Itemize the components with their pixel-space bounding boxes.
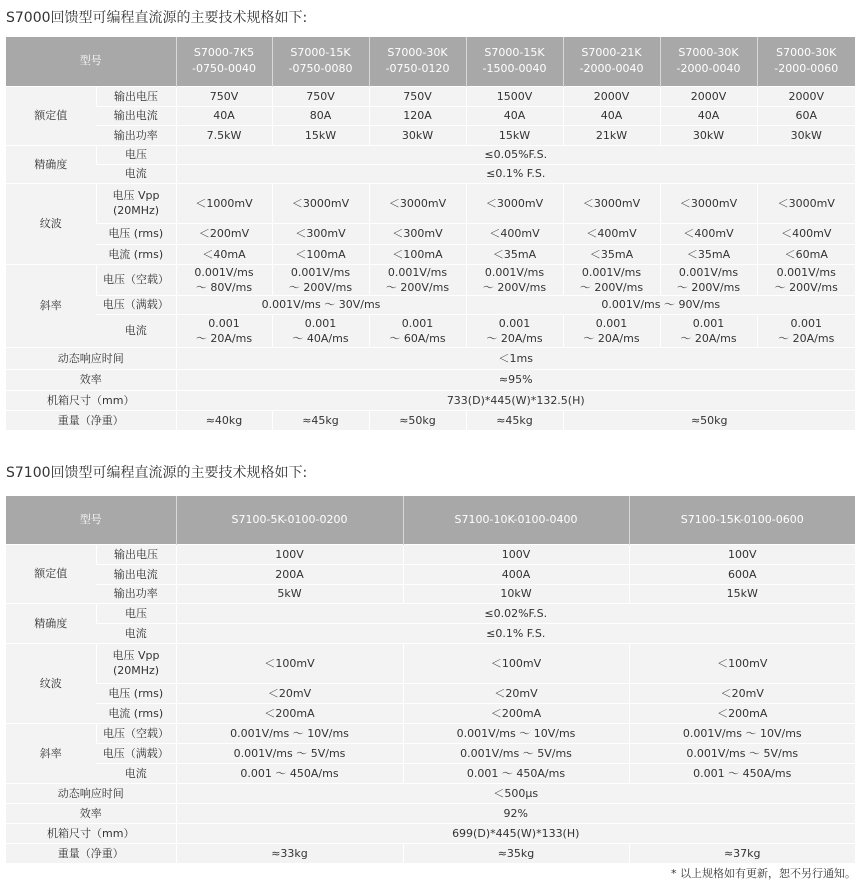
s7000-spec-table — [6, 37, 855, 431]
cell: ＜400mV — [563, 223, 660, 244]
cell: ＜400mV — [660, 223, 757, 244]
table-row — [6, 347, 855, 369]
cell: 0.001 ～ 40A/ms — [272, 314, 369, 347]
cell: ＜100mV — [629, 643, 855, 683]
cell: ＜3000mV — [272, 183, 369, 223]
cell: 0.001V/ms ～ 5V/ms — [403, 743, 629, 763]
table-row — [6, 544, 855, 564]
model-name: S7000-7K5 -0750-0040 — [176, 37, 272, 86]
cell: ＜100mA — [369, 244, 466, 264]
cell: ＜200mA — [403, 703, 629, 723]
cell: 0.001V/ms ～ 30V/ms — [176, 295, 466, 314]
cell: ＜1ms — [176, 347, 855, 369]
cell: 0.001V/ms ～ 5V/ms — [629, 743, 855, 763]
table-row — [6, 723, 855, 743]
row-label: 电压 — [96, 145, 176, 164]
cell: ≈45kg — [466, 410, 563, 430]
table-row — [6, 823, 855, 843]
table-row — [6, 410, 855, 430]
table-row — [6, 125, 855, 145]
cell: 40A — [466, 106, 563, 125]
cell: 600A — [629, 564, 855, 584]
cell: 60A — [757, 106, 855, 125]
cell: ≈33kg — [176, 843, 403, 863]
cell: 0.001V/ms ～ 90V/ms — [466, 295, 855, 314]
cell: 0.001 ～ 20A/ms — [466, 314, 563, 347]
table-row — [6, 683, 855, 703]
cell: 15kW — [272, 125, 369, 145]
cell: ≤0.1% F.S. — [176, 164, 855, 183]
cell: ＜200mA — [176, 703, 403, 723]
cell: ≈37kg — [629, 843, 855, 863]
cell: 80A — [272, 106, 369, 125]
cell: 0.001 ～ 20A/ms — [176, 314, 272, 347]
row-label: 电压 Vpp (20MHz) — [96, 643, 176, 683]
cell: ＜3000mV — [660, 183, 757, 223]
cell: 0.001V/ms ～ 10V/ms — [629, 723, 855, 743]
row-label: 电压 (rms) — [96, 223, 176, 244]
model-name: S7000-15K -1500-0040 — [466, 37, 563, 86]
row-label: 机箱尺寸（mm） — [6, 390, 176, 410]
cell: 30kW — [369, 125, 466, 145]
cell: ＜200mV — [176, 223, 272, 244]
cell: 0.001V/ms ～ 10V/ms — [176, 723, 403, 743]
row-label: 效率 — [6, 369, 176, 390]
cell: 15kW — [629, 584, 855, 603]
table-row — [6, 643, 855, 683]
cell: 2000V — [660, 86, 757, 106]
row-label: 电压（空载） — [96, 723, 176, 743]
cell: ＜20mV — [629, 683, 855, 703]
footnote: * 以上规格如有更新，恕不另行通知。 — [671, 867, 856, 880]
cell: 699(D)*445(W)*133(H) — [176, 823, 855, 843]
row-label: 机箱尺寸（mm） — [6, 823, 176, 843]
cell: ≈50kg — [563, 410, 855, 430]
row-label: 电流 (rms) — [96, 244, 176, 264]
cell: 0.001V/ms ～ 200V/ms — [466, 264, 563, 295]
cell: ＜3000mV — [369, 183, 466, 223]
group-label: 纹波 — [6, 183, 96, 264]
table-row — [6, 369, 855, 390]
row-label: 电流 — [96, 763, 176, 783]
cell: 30kW — [757, 125, 855, 145]
cell: ＜300mV — [369, 223, 466, 244]
cell: 7.5kW — [176, 125, 272, 145]
model-name: S7000-15K -0750-0080 — [272, 37, 369, 86]
cell: 0.001V/ms ～ 200V/ms — [272, 264, 369, 295]
cell: 0.001V/ms ～ 200V/ms — [563, 264, 660, 295]
s7000-heading: S7000回馈型可编程直流源的主要技术规格如下: — [6, 10, 308, 26]
cell: 0.001V/ms ～ 200V/ms — [757, 264, 855, 295]
cell: 100V — [403, 544, 629, 564]
model-name: S7000-30K -2000-0060 — [757, 37, 855, 86]
table-row — [6, 314, 855, 347]
row-label: 电压 Vpp (20MHz) — [96, 183, 176, 223]
cell: 0.001 ～ 20A/ms — [563, 314, 660, 347]
cell: 0.001 ～ 450A/ms — [176, 763, 403, 783]
cell: 2000V — [757, 86, 855, 106]
row-label: 动态响应时间 — [6, 783, 176, 803]
row-label: 输出功率 — [96, 125, 176, 145]
header-row — [6, 37, 855, 86]
cell: ≤0.05%F.S. — [176, 145, 855, 164]
row-label: 电压 (rms) — [96, 683, 176, 703]
cell: ＜60mA — [757, 244, 855, 264]
table-row — [6, 86, 855, 106]
cell: 21kW — [563, 125, 660, 145]
cell: ＜1000mV — [176, 183, 272, 223]
cell: 40A — [176, 106, 272, 125]
cell: 40A — [563, 106, 660, 125]
cell: ＜200mA — [629, 703, 855, 723]
cell: 0.001V/ms ～ 10V/ms — [403, 723, 629, 743]
cell: ＜100mA — [272, 244, 369, 264]
table-row — [6, 244, 855, 264]
table-row — [6, 264, 855, 295]
cell: ＜400mV — [466, 223, 563, 244]
cell: 0.001V/ms ～ 200V/ms — [369, 264, 466, 295]
cell: 750V — [272, 86, 369, 106]
table-row — [6, 743, 855, 763]
cell: ≈45kg — [272, 410, 369, 430]
table-row — [6, 295, 855, 314]
table-row — [6, 223, 855, 244]
cell: ＜35mA — [466, 244, 563, 264]
cell: ＜400mV — [757, 223, 855, 244]
cell: 733(D)*445(W)*132.5(H) — [176, 390, 855, 410]
cell: 200A — [176, 564, 403, 584]
cell: 750V — [176, 86, 272, 106]
cell: ≈40kg — [176, 410, 272, 430]
group-label: 额定值 — [6, 86, 96, 145]
cell: ＜3000mV — [757, 183, 855, 223]
cell: ＜500μs — [176, 783, 855, 803]
cell: ＜40mA — [176, 244, 272, 264]
model-name: S7100-5K-0100-0200 — [176, 496, 403, 544]
cell: ≈35kg — [403, 843, 629, 863]
cell: 0.001 ～ 60A/ms — [369, 314, 466, 347]
s7100-spec-table — [6, 496, 855, 864]
cell: ＜20mV — [403, 683, 629, 703]
row-label: 电流 — [96, 623, 176, 643]
table-row — [6, 564, 855, 584]
cell: 5kW — [176, 584, 403, 603]
table-row — [6, 584, 855, 603]
model-name: S7100-15K-0100-0600 — [629, 496, 855, 544]
table-row — [6, 703, 855, 723]
table-row — [6, 390, 855, 410]
cell: 400A — [403, 564, 629, 584]
table-row — [6, 803, 855, 823]
table-row — [6, 623, 855, 643]
group-label: 额定值 — [6, 544, 96, 603]
cell: 120A — [369, 106, 466, 125]
cell: ≈50kg — [369, 410, 466, 430]
cell: ＜100mV — [176, 643, 403, 683]
cell: 750V — [369, 86, 466, 106]
cell: 92% — [176, 803, 855, 823]
cell: ≤0.1% F.S. — [176, 623, 855, 643]
table-row — [6, 106, 855, 125]
group-label: 精确度 — [6, 145, 96, 183]
row-label: 电压（空载） — [96, 264, 176, 295]
row-label: 电流 (rms) — [96, 703, 176, 723]
cell: ≈95% — [176, 369, 855, 390]
row-label: 效率 — [6, 803, 176, 823]
model-name: S7000-21K -2000-0040 — [563, 37, 660, 86]
cell: ≤0.02%F.S. — [176, 603, 855, 623]
row-label: 电压（满载） — [96, 743, 176, 763]
row-label: 输出电流 — [96, 106, 176, 125]
table-row — [6, 783, 855, 803]
row-label: 动态响应时间 — [6, 347, 176, 369]
cell: ＜35mA — [660, 244, 757, 264]
group-label: 精确度 — [6, 603, 96, 643]
table-row — [6, 763, 855, 783]
row-label: 输出电压 — [96, 544, 176, 564]
group-label: 斜率 — [6, 723, 96, 783]
row-label: 电压 — [96, 603, 176, 623]
table-row — [6, 164, 855, 183]
cell: 10kW — [403, 584, 629, 603]
cell: 1500V — [466, 86, 563, 106]
row-label: 电流 — [96, 164, 176, 183]
table-row — [6, 843, 855, 863]
cell: ＜100mV — [403, 643, 629, 683]
model-header: 型号 — [6, 496, 176, 544]
row-label: 输出功率 — [96, 584, 176, 603]
model-name: S7000-30K -0750-0120 — [369, 37, 466, 86]
row-label: 电压（满载） — [96, 295, 176, 314]
cell: 0.001 ～ 20A/ms — [660, 314, 757, 347]
table-row — [6, 183, 855, 223]
model-header: 型号 — [6, 37, 176, 86]
row-label: 重量（净重） — [6, 410, 176, 430]
cell: ＜35mA — [563, 244, 660, 264]
cell: 40A — [660, 106, 757, 125]
model-name: S7100-10K-0100-0400 — [403, 496, 629, 544]
table-row — [6, 603, 855, 623]
row-label: 电流 — [96, 314, 176, 347]
group-label: 斜率 — [6, 264, 96, 347]
cell: 2000V — [563, 86, 660, 106]
cell: 0.001 ～ 450A/ms — [403, 763, 629, 783]
cell: 0.001V/ms ～ 200V/ms — [660, 264, 757, 295]
table-row — [6, 145, 855, 164]
row-label: 重量（净重） — [6, 843, 176, 863]
row-label: 输出电流 — [96, 564, 176, 584]
cell: 0.001V/ms ～ 80V/ms — [176, 264, 272, 295]
header-row — [6, 496, 855, 544]
cell: 0.001V/ms ～ 5V/ms — [176, 743, 403, 763]
cell: 100V — [176, 544, 403, 564]
cell: ＜3000mV — [466, 183, 563, 223]
model-name: S7000-30K -2000-0040 — [660, 37, 757, 86]
cell: ＜20mV — [176, 683, 403, 703]
cell: 0.001 ～ 450A/ms — [629, 763, 855, 783]
cell: ＜3000mV — [563, 183, 660, 223]
group-label: 纹波 — [6, 643, 96, 723]
cell: 30kW — [660, 125, 757, 145]
cell: 15kW — [466, 125, 563, 145]
s7100-heading: S7100回馈型可编程直流源的主要技术规格如下: — [6, 465, 308, 481]
row-label: 输出电压 — [96, 86, 176, 106]
cell: 100V — [629, 544, 855, 564]
cell: ＜300mV — [272, 223, 369, 244]
cell: 0.001 ～ 20A/ms — [757, 314, 855, 347]
